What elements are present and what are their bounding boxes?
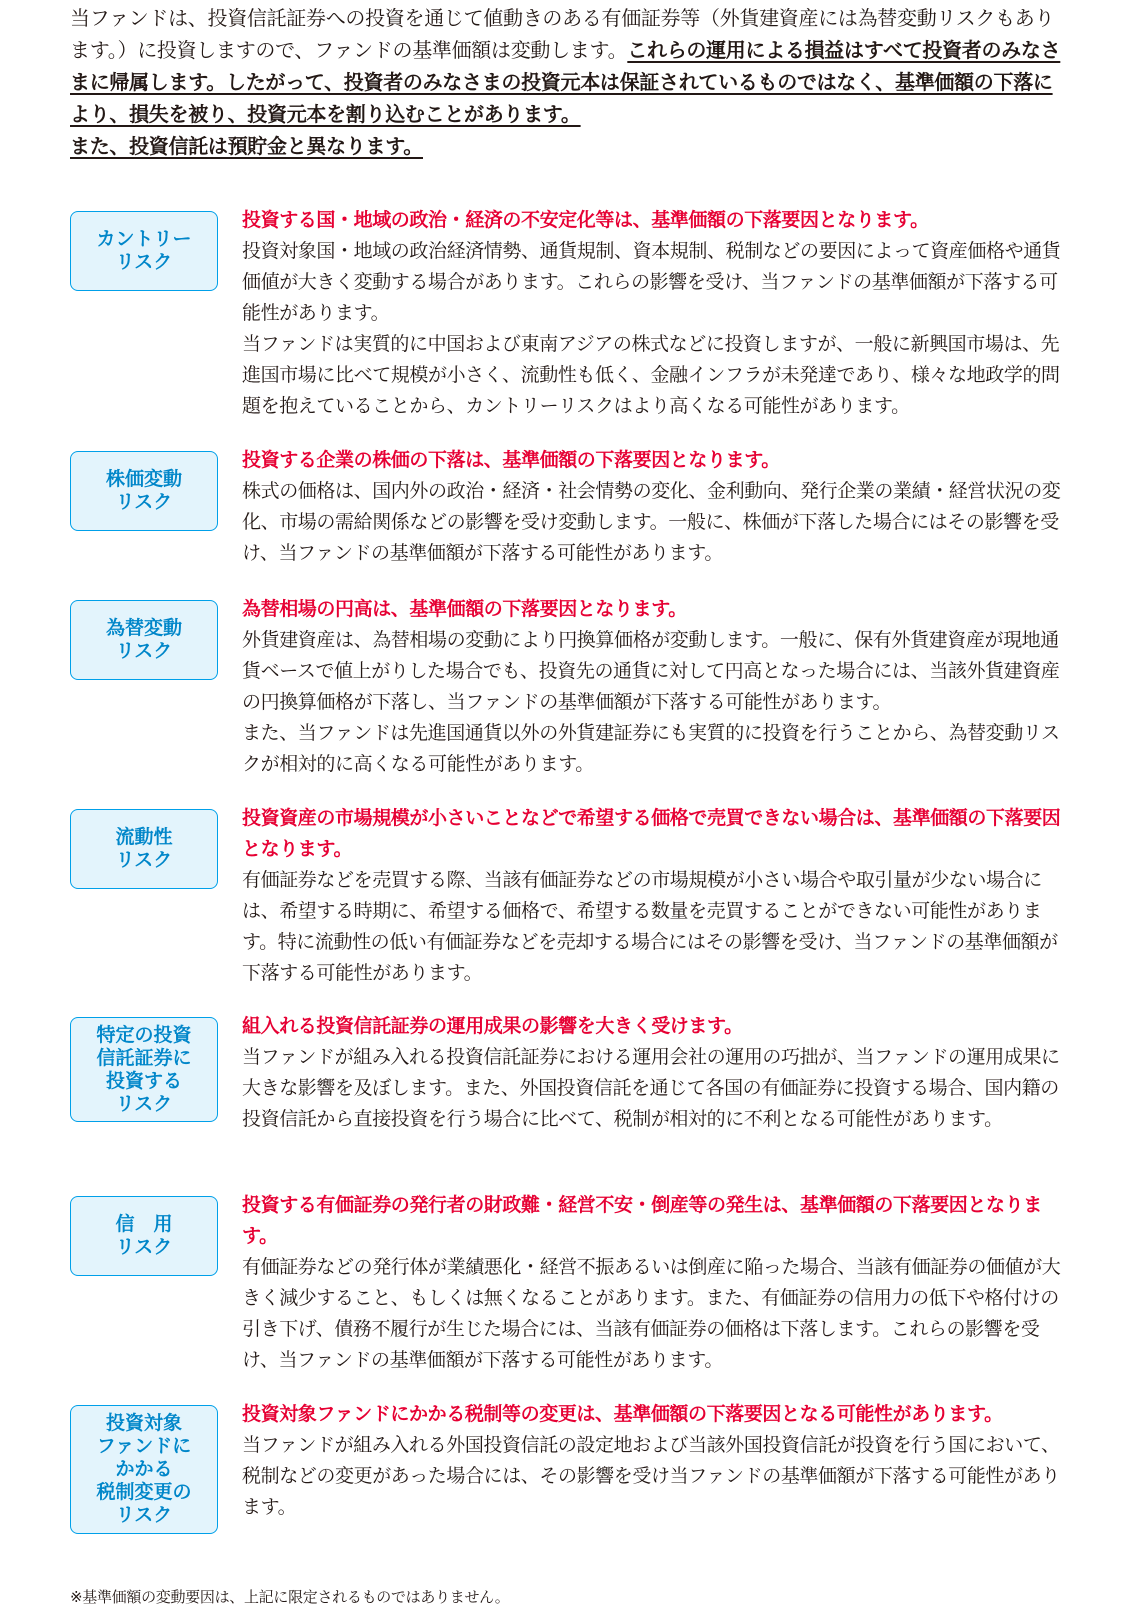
risk-description: 当ファンドが組み入れる外国投資信託の設定地および当該外国投資信託が投資を行う国において、税制などの変更があった場合には、その影響を受け当ファンドの基準価額が下落する可能性があります。 [242, 1434, 1060, 1518]
risk-label-line: リスク [115, 251, 173, 273]
risk-headline: 投資する有価証券の発行者の財政難・経営不安・倒産等の発生は、基準価額の下落要因となります。 [242, 1194, 1042, 1247]
intro-emphasis: これらの運用による損益はすべて投資者のみなさまに帰属します。したがって、投資者のみなさまの投資元本は保証されているものではなく、基準価額の下落により、損失を被り、投資元本を割り込むことがあります。 [70, 38, 1061, 126]
risk-body-liquidity [242, 803, 1070, 989]
risk-label-specific-trust [70, 1017, 218, 1122]
risk-headline: 為替相場の円高は、基準価額の下落要因となります。 [242, 598, 687, 620]
risk-label-line: 投資する [105, 1069, 182, 1092]
risk-body-country [242, 205, 1070, 422]
risk-description: 投資対象国・地域の政治経済情勢、通貨規制、資本規制、税制などの要因によって資産価格や通貨価値が大きく変動する場合があります。これらの影響を受け、当ファンドの基準価額が下落する可能性があります。 [242, 240, 1061, 324]
risk-body-credit [242, 1190, 1070, 1376]
risk-headline: 投資する企業の株価の下落は、基準価額の下落要因となります。 [242, 449, 780, 471]
footnote: ※基準価額の変動要因は、上記に限定されるものではありません。 [70, 1588, 510, 1606]
intro-emphasis-deposit: また、投資信託は預貯金と異なります。 [70, 134, 423, 158]
risk-description: 有価証券などを売買する際、当該有価証券などの市場規模が小さい場合や取引量が少ない場合には、希望する時期に、希望する価格で、希望する数量を売買することができない可能性があります。特に流動性の低い有価証券などを売却する場合にはその影響を受け、当ファンドの基準価額が下落する可能性があります。 [242, 869, 1058, 984]
risk-label-line: 信 用 [115, 1213, 173, 1235]
risk-label-line: かかる [115, 1458, 173, 1480]
risk-body-tax-change [242, 1399, 1070, 1523]
risk-description: 株式の価格は、国内外の政治・経済・社会情勢の変化、金利動向、発行企業の業績・経営状況の変化、市場の需給関係などの影響を受け変動します。一般に、株価が下落した場合にはその影響を受け、当ファンドの基準価額が下落する可能性があります。 [242, 480, 1061, 564]
risk-headline: 投資する国・地域の政治・経済の不安定化等は、基準価額の下落要因となります。 [242, 209, 929, 231]
risk-label-line: リスク [115, 640, 173, 662]
risk-label-line: ファンドに [96, 1435, 192, 1457]
risk-label-line: リスク [115, 1236, 173, 1258]
risk-description-2: 当ファンドは実質的に中国および東南アジアの株式などに投資しますが、一般に新興国市場は、先進国市場に比べて規模が小さく、流動性も低く、金融インフラが未発達であり、様々な地政学的問題を抱えていることから、カントリーリスクはより高くなる可能性があります。 [242, 333, 1060, 417]
risk-label-line: リスク [115, 1092, 173, 1115]
risk-label-line: 税制変更の [96, 1481, 192, 1503]
risk-headline: 投資対象ファンドにかかる税制等の変更は、基準価額の下落要因となる可能性があります。 [242, 1403, 1003, 1425]
risk-label-line: カントリー [96, 228, 192, 250]
risk-label-line: 流動性 [115, 826, 173, 848]
risk-body-specific-trust [242, 1011, 1070, 1135]
risk-label-credit [70, 1196, 218, 1276]
risk-description-2: また、当ファンドは先進国通貨以外の外貨建証券にも実質的に投資を行うことから、為替変動リスクが相対的に高くなる可能性があります。 [242, 722, 1060, 775]
risk-label-stock-price [70, 451, 218, 531]
risk-label-liquidity [70, 809, 218, 889]
risk-label-line: 為替変動 [105, 617, 182, 639]
risk-label-line: 特定の投資 [96, 1023, 192, 1046]
risk-label-line: 信託証券に [96, 1046, 192, 1069]
risk-label-line: 株価変動 [105, 468, 182, 490]
risk-headline: 投資資産の市場規模が小さいことなどで希望する価格で売買できない場合は、基準価額の下落要因となります。 [242, 807, 1061, 860]
risk-body-fx [242, 594, 1070, 780]
risk-description: 外貨建資産は、為替相場の変動により円換算価格が変動します。一般に、保有外貨建資産が現地通貨ベースで値上がりした場合でも、投資先の通貨に対して円高となった場合には、当該外貨建資産の円換算価格が下落し、当ファンドの基準価額が下落する可能性があります。 [242, 629, 1060, 713]
risk-label-tax-change [70, 1405, 218, 1534]
risk-description: 当ファンドが組み入れる投資信託証券における運用会社の運用の巧拙が、当ファンドの運用成果に大きな影響を及ぼします。また、外国投資信託を通じて各国の有価証券に投資する場合、国内籍の投資信託から直接投資を行う場合に比べて、税制が相対的に不利となる可能性があります。 [242, 1046, 1060, 1130]
risk-description: 有価証券などの発行体が業績悪化・経営不振あるいは倒産に陥った場合、当該有価証券の価値が大きく減少すること、もしくは無くなることがあります。また、有価証券の信用力の低下や格付けの引き下げ、債務不履行が生じた場合には、当該有価証券の価格は下落します。これらの影響を受け、当ファンドの基準価額が下落する可能性があります。 [242, 1256, 1061, 1371]
risk-body-stock-price [242, 445, 1070, 569]
risk-label-line: リスク [115, 491, 173, 513]
risk-label-fx [70, 600, 218, 680]
risk-headline: 組入れる投資信託証券の運用成果の影響を大きく受けます。 [242, 1015, 743, 1037]
risk-label-line: 投資対象 [105, 1412, 182, 1434]
intro-paragraph [70, 2, 1070, 162]
risk-label-line: リスク [115, 1504, 173, 1526]
risk-label-line: リスク [115, 849, 173, 871]
risk-label-country [70, 211, 218, 291]
intro-text: 当ファンドは、投資信託証券への投資を通じて値動きのある有価証券等（外貨建資産には為替変動リスクもあります。）に投資しますので、ファンドの基準価額は変動します。 [70, 6, 1055, 62]
